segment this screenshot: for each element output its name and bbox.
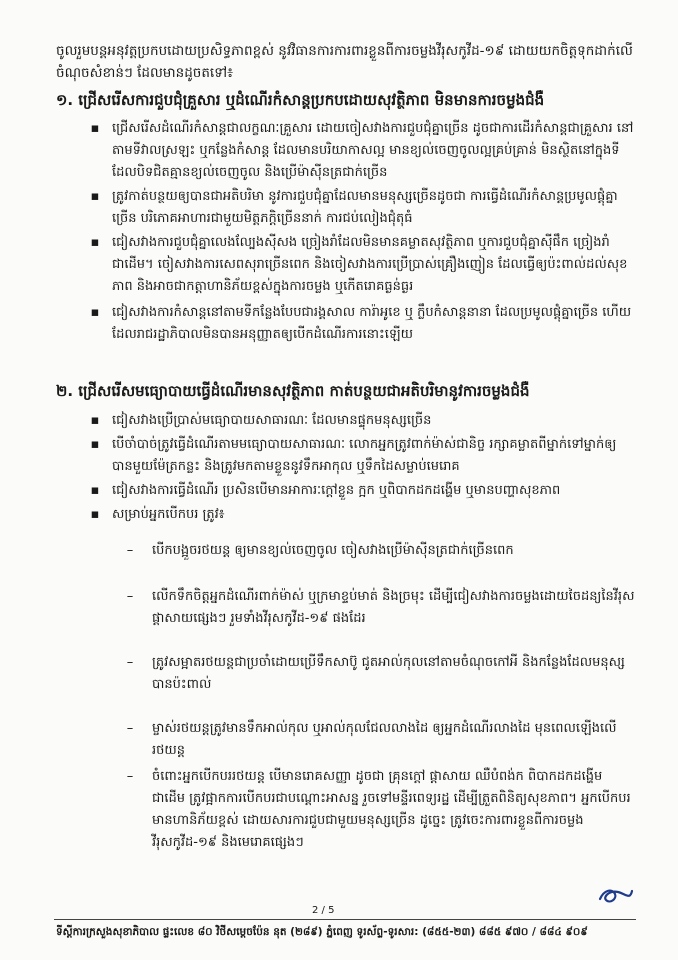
dash-item-text: ត្រូវសម្អាតរថយន្តជាប្រចាំដោយប្រើទឹកសាប៊ូ ជូតអាល់កុលនៅតាមចំណុចកៅអី និងកន្លែងដែលមនុស្សបានប៉ះពាល់	[152, 655, 625, 692]
dash-item-text: បើកបង្អួចរថយន្ត ឲ្យមានខ្យល់ចេញចូល ចៀសវាងប្រើម៉ាស៊ីនត្រជាក់ច្រើនពេក	[152, 543, 514, 558]
bullet-text: ជៀសវាងការធ្វើដំណើរ ប្រសិនបើមានអាការៈក្តៅខ្លួន ក្អក ឬពិបាកដកដង្ហើម ឬមានបញ្ហាសុខភាព	[112, 483, 561, 498]
dash-icon: –	[126, 655, 134, 670]
section-1-heading	[56, 89, 544, 111]
section-2-title: ជ្រើសរើសមធ្យោបាយធ្វើដំណើរមានសុវត្ថិភាព កាត់បន្ថយជាអតិបរិមានូវការចម្លងជំងឺ	[78, 382, 530, 400]
section-1-number: ១.	[56, 91, 74, 109]
list-item	[88, 302, 636, 348]
section-1-title: ជ្រើសរើសការជួបជុំគ្រួសារ ឬដំណើរកំសាន្តប្រកបដោយសុវត្ថិភាព មិនមានការចម្លងជំងឺ	[78, 91, 545, 109]
dash-item-text: លើកទឹកចិត្តអ្នកដំណើរពាក់ម៉ាស់ ឬក្រមាខ្ទប់មាត់ និងច្រមុះ ដើម្បីជៀសវាងការចម្លងដោយចៃដន្យនៃវីរុសផ្តាសាយផ្សេងៗ រួមទាំងវីរុសកូវីដ-១៩ ផងដែរ	[152, 589, 635, 626]
dash-icon: –	[126, 589, 134, 604]
bullet-icon: ▪	[90, 235, 100, 250]
list-item	[120, 766, 635, 866]
list-item	[120, 718, 635, 762]
bullet-icon: ▪	[90, 413, 100, 428]
signature-initial-icon	[596, 882, 636, 908]
bullet-icon: ▪	[90, 305, 100, 320]
dash-icon: –	[126, 769, 134, 784]
dash-item-text: ចំពោះអ្នកបើកបររថយន្ត បើមានរោគសញ្ញា ដូចជា គ្រុនក្តៅ ផ្តាសាយ ឈឺបំពង់ក ពិបាកដកដង្ហើម ជាដើម ត្រូវផ្អាកការបើកបរជាបណ្តោះអាសន្ន រួចទៅមន្ទីរពេទ្យរដ្ឋ ដើម្បីត្រួតពិនិត្យសុខភាព។ អ្នកបើកបរ មានហានិភ័យខ្ពស់ ដោយសារការជួបជាមួយមនុស្សច្រើន ដូច្នេះ ត្រូវចេះការពារខ្លួនពីការចម្លងវីរុសកូវីដ-១៩ និងមេរោគផ្សេងៗ	[152, 769, 631, 850]
footer-address: ទីស្តីការក្រសួងសុខាភិបាល ផ្ទះលេខ ៨០ វិថីសម្តេចប៉ែន នុត (២៨៩) ភ្នំពេញ ទូរស័ព្ទ-ទូរសារ: (៨៥៥-២៣) ៨៨៥ ៩៧០ / ៨៨៤ ៩០៩	[56, 926, 588, 938]
list-item	[88, 232, 636, 302]
list-item	[120, 652, 635, 714]
list-item	[88, 434, 636, 480]
list-item	[88, 410, 636, 434]
list-item	[88, 186, 636, 232]
section-2-bullet-list	[88, 410, 636, 528]
bullet-icon: ▪	[90, 121, 100, 136]
page-number: 2 / 5	[312, 905, 335, 916]
bullet-text: ជៀសវាងការកំសាន្តនៅតាមទីកន្លែងបែបជារង្គសាល ការ៉ាអូខេ ឬ ក្លឹបកំសាន្តនានា ដែលប្រមូលផ្តុំគ្នាច្រើន ហើយដែលរាជរដ្ឋាភិបាលមិនបានអនុញ្ញាតឲ្យបើកដំណើរការនោះឡើយ	[112, 305, 632, 342]
list-item	[120, 586, 635, 648]
bullet-icon: ▪	[90, 483, 100, 498]
section-2-heading	[56, 380, 530, 402]
footer-divider	[54, 919, 636, 920]
bullet-text: បើចាំបាច់ត្រូវធ្វើដំណើរតាមមធ្យោបាយសាធារណៈ លោកអ្នកត្រូវពាក់ម៉ាស់ជានិច្ច រក្សាគម្លាតពីម្នាក់ទៅម្នាក់ឲ្យបានមួយម៉ែត្រកន្លះ និងត្រូវមកតាមខ្លួននូវទឹកអាកុល ឬទឹកដៃសម្លាប់មេរោគ	[112, 437, 617, 474]
section-1-bullet-list	[88, 118, 636, 348]
dash-icon: –	[126, 543, 134, 558]
bullet-text: ជៀសវាងការជួបជុំគ្នាលេងល្បែងស៊ីសង ច្រៀងរាំដែលមិនមានគម្លាតសុវត្ថិភាព ឬការជួបជុំគ្នាស៊ីផឹក ច្រៀងរាំជាដើម។ ចៀសវាងការសេពសុរាច្រើនពេក និងចៀសវាងការប្រើប្រាស់គ្រឿងញៀន ដែលធ្វើឲ្យប៉ះពាល់ដល់សុខភាព និងអាចជាកត្តាហានិភ័យខ្ពស់ក្នុងការចម្លង ឬកើតរោគធ្ងន់ធ្ងរ	[112, 235, 628, 294]
section-2-number: ២.	[56, 382, 74, 400]
dash-item-text: ម្ចាស់រថយន្តត្រូវមានទឹកអាល់កុល ឬអាល់កុលជែលលាងដៃ ឲ្យអ្នកដំណើរលាងដៃ មុនពេលឡើងលើរថយន្ត	[152, 721, 617, 758]
list-item	[88, 480, 636, 504]
dash-icon: –	[126, 721, 134, 736]
bullet-icon: ▪	[90, 189, 100, 204]
driver-duty-list	[120, 540, 635, 870]
bullet-icon: ▪	[90, 507, 100, 522]
bullet-text: ជៀសវាងប្រើប្រាស់មធ្យោបាយសាធារណៈ ដែលមានផ្ទុកមនុស្សច្រើន	[112, 413, 432, 428]
list-item	[120, 540, 635, 582]
bullet-icon: ▪	[90, 437, 100, 452]
bullet-text: ជ្រើសរើសដំណើរកំសាន្តជាលក្ខណៈគ្រួសារ ដោយចៀសវាងការជួបជុំគ្នាច្រើន ដូចជាការដើរកំសាន្តជាគ្រួសារ នៅតាមទីវាលស្រឡះ ឬកន្លែងកំសាន្ត ដែលមានបរិយាកាសល្អ មានខ្យល់ចេញចូលល្អគ្រប់គ្រាន់ មិនស្ថិតនៅក្នុងទីដែលបិទជិតគ្មានខ្យល់ចេញចូល និងប្រើម៉ាស៊ីនត្រជាក់ច្រើន	[112, 121, 634, 180]
intro-paragraph: ចូលរួមបន្តអនុវត្តប្រកបដោយប្រសិទ្ធភាពខ្ពស់ នូវវិធានការការពារខ្លួនពីការចម្លងវីរុសកូវីដ-១៩ ដោយយកចិត្តទុកដាក់លើចំណុចសំខាន់ៗ ដែលមានដូចតទៅ៖	[56, 43, 633, 81]
list-item	[88, 504, 636, 528]
list-item	[88, 118, 636, 186]
bullet-text: ត្រូវកាត់បន្ថយឲ្យបានជាអតិបរិមា នូវការជួបជុំគ្នាដែលមានមនុស្សច្រើនដូចជា ការធ្វើដំណើរកំសាន្តប្រមូលផ្តុំគ្នាច្រើន បរិភោគអាហារជាមួយមិត្តភក្តិច្រើននាក់ ការជប់លៀងជុំតុធំ	[112, 189, 618, 226]
bullet-text: សម្រាប់អ្នកបើកបរ ត្រូវ៖	[112, 507, 225, 522]
